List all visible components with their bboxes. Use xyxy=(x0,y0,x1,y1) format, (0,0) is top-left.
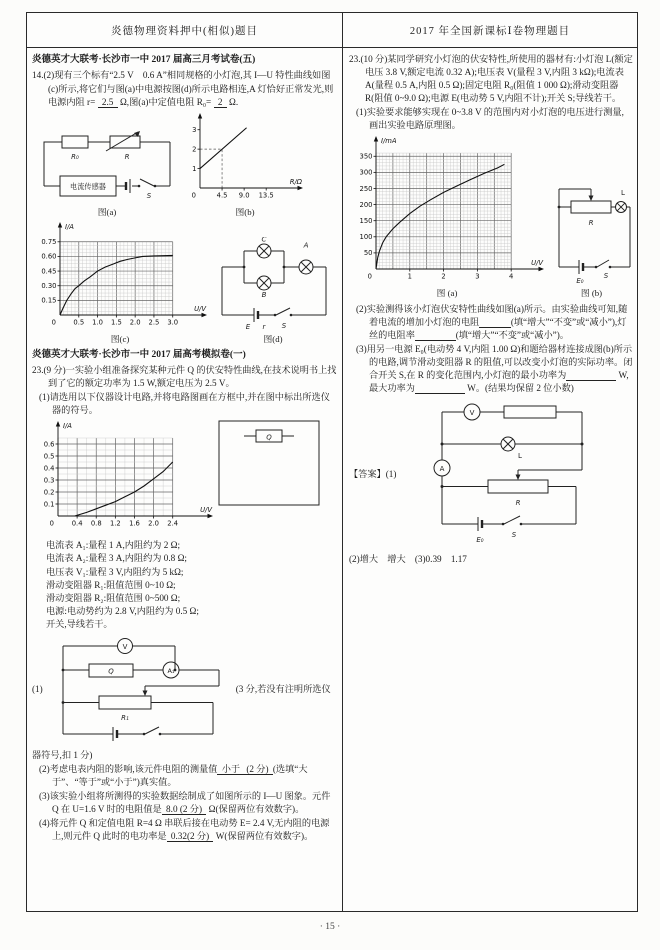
svg-text:4: 4 xyxy=(509,272,514,281)
instrument-line: 电源:电动势约为 2.8 V,内阻约为 0.5 Ω; xyxy=(46,605,199,616)
label-lamp-a: A xyxy=(303,241,309,250)
answer-blank: 8.0 (2 分) xyxy=(163,804,205,815)
svg-text:0.4: 0.4 xyxy=(43,464,55,473)
fixed-resistor-icon xyxy=(504,406,556,418)
problem-14-text: 14.(2)现有三个标有“2.5 V 0.6 A”相同规格的小灯泡,其 I—U 特性曲线如图(c)所示,将它们与图(a)中电源按图(d)所示电路相连,A 灯恰好正常发光,则电源内阻 r= 2.5 Ω,图(a)中定值电阻 R₀= 2 Ω. xyxy=(32,70,334,107)
header-right-title: 2017 年全国新课标Ⅰ卷物理题目 xyxy=(409,25,571,37)
label-s: S xyxy=(603,272,609,281)
svg-text:0.45: 0.45 xyxy=(41,267,57,276)
svg-text:13.5: 13.5 xyxy=(258,191,274,200)
label-r: R xyxy=(124,152,130,161)
graph-lamp-iv xyxy=(349,135,545,287)
svg-text:2.0: 2.0 xyxy=(129,318,141,327)
answer1-note-continued: 器符号,扣 1 分) xyxy=(32,749,93,760)
problem-23-right-text: 23.(10 分)某同学研究小灯泡的伏安特性,所使用的器材有:小灯泡 L(额定电压 3.8 V,额定电流 0.32 A);电压表 V(量程 3 V,内阻 3 kΩ);电流表 A(量程 0.5 A,内阻 0.5 Ω);固定电阻 R₀(阻值 1 000 Ω);滑动变阻器 R(阻值 0~9.0 Ω);电源 E(电动势 5 V,内阻不计);开关 S;导线若干。 xyxy=(349,54,633,104)
label-s: S xyxy=(146,191,152,200)
svg-text:1.5: 1.5 xyxy=(110,318,122,327)
figure-row-2 xyxy=(32,221,337,345)
svg-text:350: 350 xyxy=(359,152,373,161)
svg-text:0.2: 0.2 xyxy=(43,488,55,497)
circuit-diagram-a xyxy=(32,128,182,206)
svg-text:0.60: 0.60 xyxy=(41,252,57,261)
answer-frame xyxy=(218,420,320,508)
label-ammeter-a1: A₁ xyxy=(167,666,175,675)
label-r: R xyxy=(516,499,521,508)
label-e0: E₀ xyxy=(576,277,584,286)
q4-left-text: (4)将元件 Q 和定值电阻 R=4 Ω 串联后接在电动势 E= 2.4 V,无内阻的电源上,则元件 Q 此时的电功率是 0.32(2 分) W(保留两位有效数字)。 xyxy=(39,818,330,842)
svg-text:1: 1 xyxy=(407,272,412,281)
figure-q-graph xyxy=(32,420,214,536)
svg-text:1.2: 1.2 xyxy=(109,519,121,528)
caption-fig-rb: 图 (b) xyxy=(580,288,603,299)
label-voltmeter: V xyxy=(470,409,475,418)
answer-blank xyxy=(415,383,465,394)
instrument-line: 开关,导线若干。 xyxy=(46,618,113,629)
label-q: Q xyxy=(107,667,114,676)
svg-text:0: 0 xyxy=(191,191,196,200)
svg-text:0.5: 0.5 xyxy=(43,452,55,461)
svg-text:9.0: 9.0 xyxy=(238,191,250,200)
graph-fig-b xyxy=(186,112,304,206)
switch-icon xyxy=(504,516,520,524)
instrument-line: 电流表 A₂:量程 3 A,内阻约为 0.8 Ω; xyxy=(46,553,187,564)
graph-fig-c xyxy=(32,221,208,333)
label-s: S xyxy=(281,322,287,331)
svg-text:0.8: 0.8 xyxy=(90,519,102,528)
instrument-list xyxy=(46,539,337,630)
answer-circuit-right xyxy=(400,398,600,550)
answer-blank: 2 xyxy=(215,96,225,107)
svg-text:U/V: U/V xyxy=(200,506,212,515)
figure-row-3 xyxy=(32,420,337,536)
svg-text:2: 2 xyxy=(441,272,446,281)
q3-right-text: (3)用另一电源 E₀(电动势 4 V,内阻 1.00 Ω)和题给器材连接成图(b)所示的电路,调节滑动变阻器 R 的阻值,可以改变小灯泡的实际功率。闭合开关 S,在 R 的变化范围内,小灯泡的最小功率为 W,最大功率为 W。(结果均保留 2 位小数) xyxy=(356,344,633,394)
label-ammeter: A xyxy=(440,465,445,474)
caption-fig-a: 图(a) xyxy=(97,206,117,217)
label-lamp-c: C xyxy=(261,237,267,244)
figure-b xyxy=(186,112,304,218)
exam-sheet xyxy=(26,12,638,912)
problem-23-left-text: 23.(9 分)一实验小组准备探究某种元件 Q 的伏安特性曲线,在技术说明书上找到了它的额定功率为 1.5 W,额定电压为 2.5 V。 xyxy=(32,365,337,389)
svg-text:0.75: 0.75 xyxy=(41,238,57,247)
instrument-line: 滑动变阻器 R₁:阻值范围 0~10 Ω; xyxy=(46,579,176,590)
svg-text:0.1: 0.1 xyxy=(43,500,55,509)
answer-blank xyxy=(479,317,511,328)
svg-text:0: 0 xyxy=(49,519,54,528)
q1-right-text: (1)实验要求能够实现在 0~3.8 V 的范围内对小灯泡的电压进行测量,画出实验电路原理图。 xyxy=(356,107,624,131)
answer-blank: 0.32(2 分) xyxy=(168,831,212,842)
svg-text:0.6: 0.6 xyxy=(43,440,55,449)
svg-text:1.6: 1.6 xyxy=(129,519,140,528)
left-column xyxy=(27,48,343,912)
switch-icon xyxy=(140,179,154,186)
answer-blank: 2.5 xyxy=(99,96,116,107)
label-q-element: Q xyxy=(266,433,272,442)
svg-text:3.0: 3.0 xyxy=(167,318,179,327)
figure-d xyxy=(212,237,334,345)
label-lamp-b: B xyxy=(261,291,267,300)
svg-text:0.4: 0.4 xyxy=(71,519,83,528)
svg-text:3: 3 xyxy=(475,272,480,281)
figure-a xyxy=(32,128,182,218)
svg-text:0.5: 0.5 xyxy=(73,318,85,327)
caption-fig-b: 图(b) xyxy=(235,206,255,217)
svg-text:U/V: U/V xyxy=(194,305,206,314)
svg-text:50: 50 xyxy=(363,249,373,258)
label-r: R xyxy=(588,219,594,228)
label-r-internal: r xyxy=(262,323,266,332)
page-number: · 15 · xyxy=(319,922,341,932)
header-left-title: 炎德物理资料押中(相似)题目 xyxy=(27,13,343,47)
answer1-note: (3 分,若没有注明所选仪 xyxy=(235,684,331,695)
caption-fig-ra: 图 (a) xyxy=(436,288,458,299)
figure-ra xyxy=(349,135,545,299)
right-column xyxy=(343,48,637,912)
circuit-diagram-d xyxy=(212,237,334,333)
label-lamp-l: L xyxy=(518,452,523,461)
svg-text:250: 250 xyxy=(359,185,373,194)
rheostat-icon xyxy=(488,480,548,493)
section1-title: 炎德英才大联考·长沙市一中 2017 届高三月考试卷(五) xyxy=(32,55,256,65)
answer-row-right xyxy=(349,398,633,550)
caption-fig-d: 图(d) xyxy=(263,334,283,345)
svg-text:2.0: 2.0 xyxy=(148,519,159,528)
answer-blank xyxy=(566,370,616,381)
svg-text:2.5: 2.5 xyxy=(148,318,160,327)
figure-row-1 xyxy=(32,112,337,218)
instrument-line: 电流表 A₁:量程 1 A,内阻约为 2 Ω; xyxy=(46,540,181,551)
svg-text:0.3: 0.3 xyxy=(43,476,55,485)
svg-text:0.30: 0.30 xyxy=(41,282,57,291)
answer-rest: (2)增大 增大 (3)0.39 1.17 xyxy=(349,554,467,565)
q2-right-text: (2)实验测得该小灯泡伏安特性曲线如图(a)所示。由实验曲线可知,随着电流的增加小灯泡的电阻 (填“增大”“不变”或“减小”),灯丝的电阻率 (填“增大”“不变”或“减小”)。 xyxy=(356,303,628,340)
svg-text:0: 0 xyxy=(367,272,372,281)
answer1-row xyxy=(32,634,337,746)
label-lamp-l: L xyxy=(621,189,625,198)
figure-c xyxy=(32,221,208,345)
section2-title: 炎德英才大联考·长沙市一中 2017 届高考模拟卷(一) xyxy=(32,349,246,360)
answer-blank: 小于 xyxy=(219,763,243,774)
answer-blank: (2 分) xyxy=(246,763,271,774)
answer-blank xyxy=(415,330,456,341)
graph-fig-q xyxy=(32,420,214,536)
q2-left-text: (2)考虑电表内阻的影响,该元件电阻的测量值 小于 (2 分) (选填“大于”、“等于”或“小于”)真实值。 xyxy=(39,763,308,787)
svg-text:I/mA: I/mA xyxy=(381,137,397,146)
instrument-line: 电压表 V₁:量程 3 V,内阻约为 5 kΩ; xyxy=(46,566,184,577)
svg-text:1: 1 xyxy=(192,164,197,173)
circuit-diagram-rb xyxy=(549,175,634,287)
q3-left-text: (3)该实验小组将所测得的实验数据绘制成了如图所示的 I—U 图象。元件 Q 在 U=1.6 V 时的电阻值是 8.0 (2 分) Ω(保留两位有效数字)。 xyxy=(39,791,331,815)
svg-text:4.5: 4.5 xyxy=(216,191,228,200)
rheostat-icon xyxy=(99,696,151,709)
label-e: E xyxy=(245,323,251,332)
svg-text:I/A: I/A xyxy=(65,223,74,232)
rheostat-icon xyxy=(571,201,611,213)
answer-box-q xyxy=(218,420,320,508)
switch-icon xyxy=(597,260,609,267)
figure-rb xyxy=(549,175,634,299)
table-header-row xyxy=(27,13,637,48)
label-voltmeter: V xyxy=(122,642,128,651)
answer1-label: (1) xyxy=(32,684,43,695)
svg-text:2: 2 xyxy=(192,145,197,154)
label-r0: R₀ xyxy=(71,152,79,161)
switch-icon xyxy=(145,727,159,734)
label-s: S xyxy=(512,531,517,540)
answer-circuit-left xyxy=(47,634,232,746)
q1-left-text: (1)请选用以下仪器设计电路,并将电路图画在方框中,并在图中标出所选仪器的符号。 xyxy=(39,392,330,416)
svg-text:2.4: 2.4 xyxy=(167,519,179,528)
svg-text:200: 200 xyxy=(359,201,373,210)
svg-text:150: 150 xyxy=(359,217,373,226)
svg-text:1.0: 1.0 xyxy=(92,318,103,327)
instrument-line: 滑动变阻器 R₂:阻值范围 0~500 Ω; xyxy=(46,592,181,603)
svg-text:300: 300 xyxy=(359,169,373,178)
svg-text:0: 0 xyxy=(51,318,56,327)
label-e0: E₀ xyxy=(476,536,485,545)
right-figure-row xyxy=(349,135,633,299)
label-current-sensor: 电流传感器 xyxy=(70,182,106,191)
svg-text:3: 3 xyxy=(192,125,197,134)
svg-text:R/Ω: R/Ω xyxy=(289,177,302,186)
label-r1: R₁ xyxy=(120,713,129,722)
svg-text:I/A: I/A xyxy=(63,422,72,431)
switch-icon xyxy=(276,308,290,315)
svg-text:100: 100 xyxy=(359,233,373,242)
svg-text:U/V: U/V xyxy=(531,259,543,268)
caption-fig-c: 图(c) xyxy=(110,334,130,345)
answer-label: 【答案】(1) xyxy=(349,468,397,479)
svg-text:0.15: 0.15 xyxy=(41,296,57,305)
